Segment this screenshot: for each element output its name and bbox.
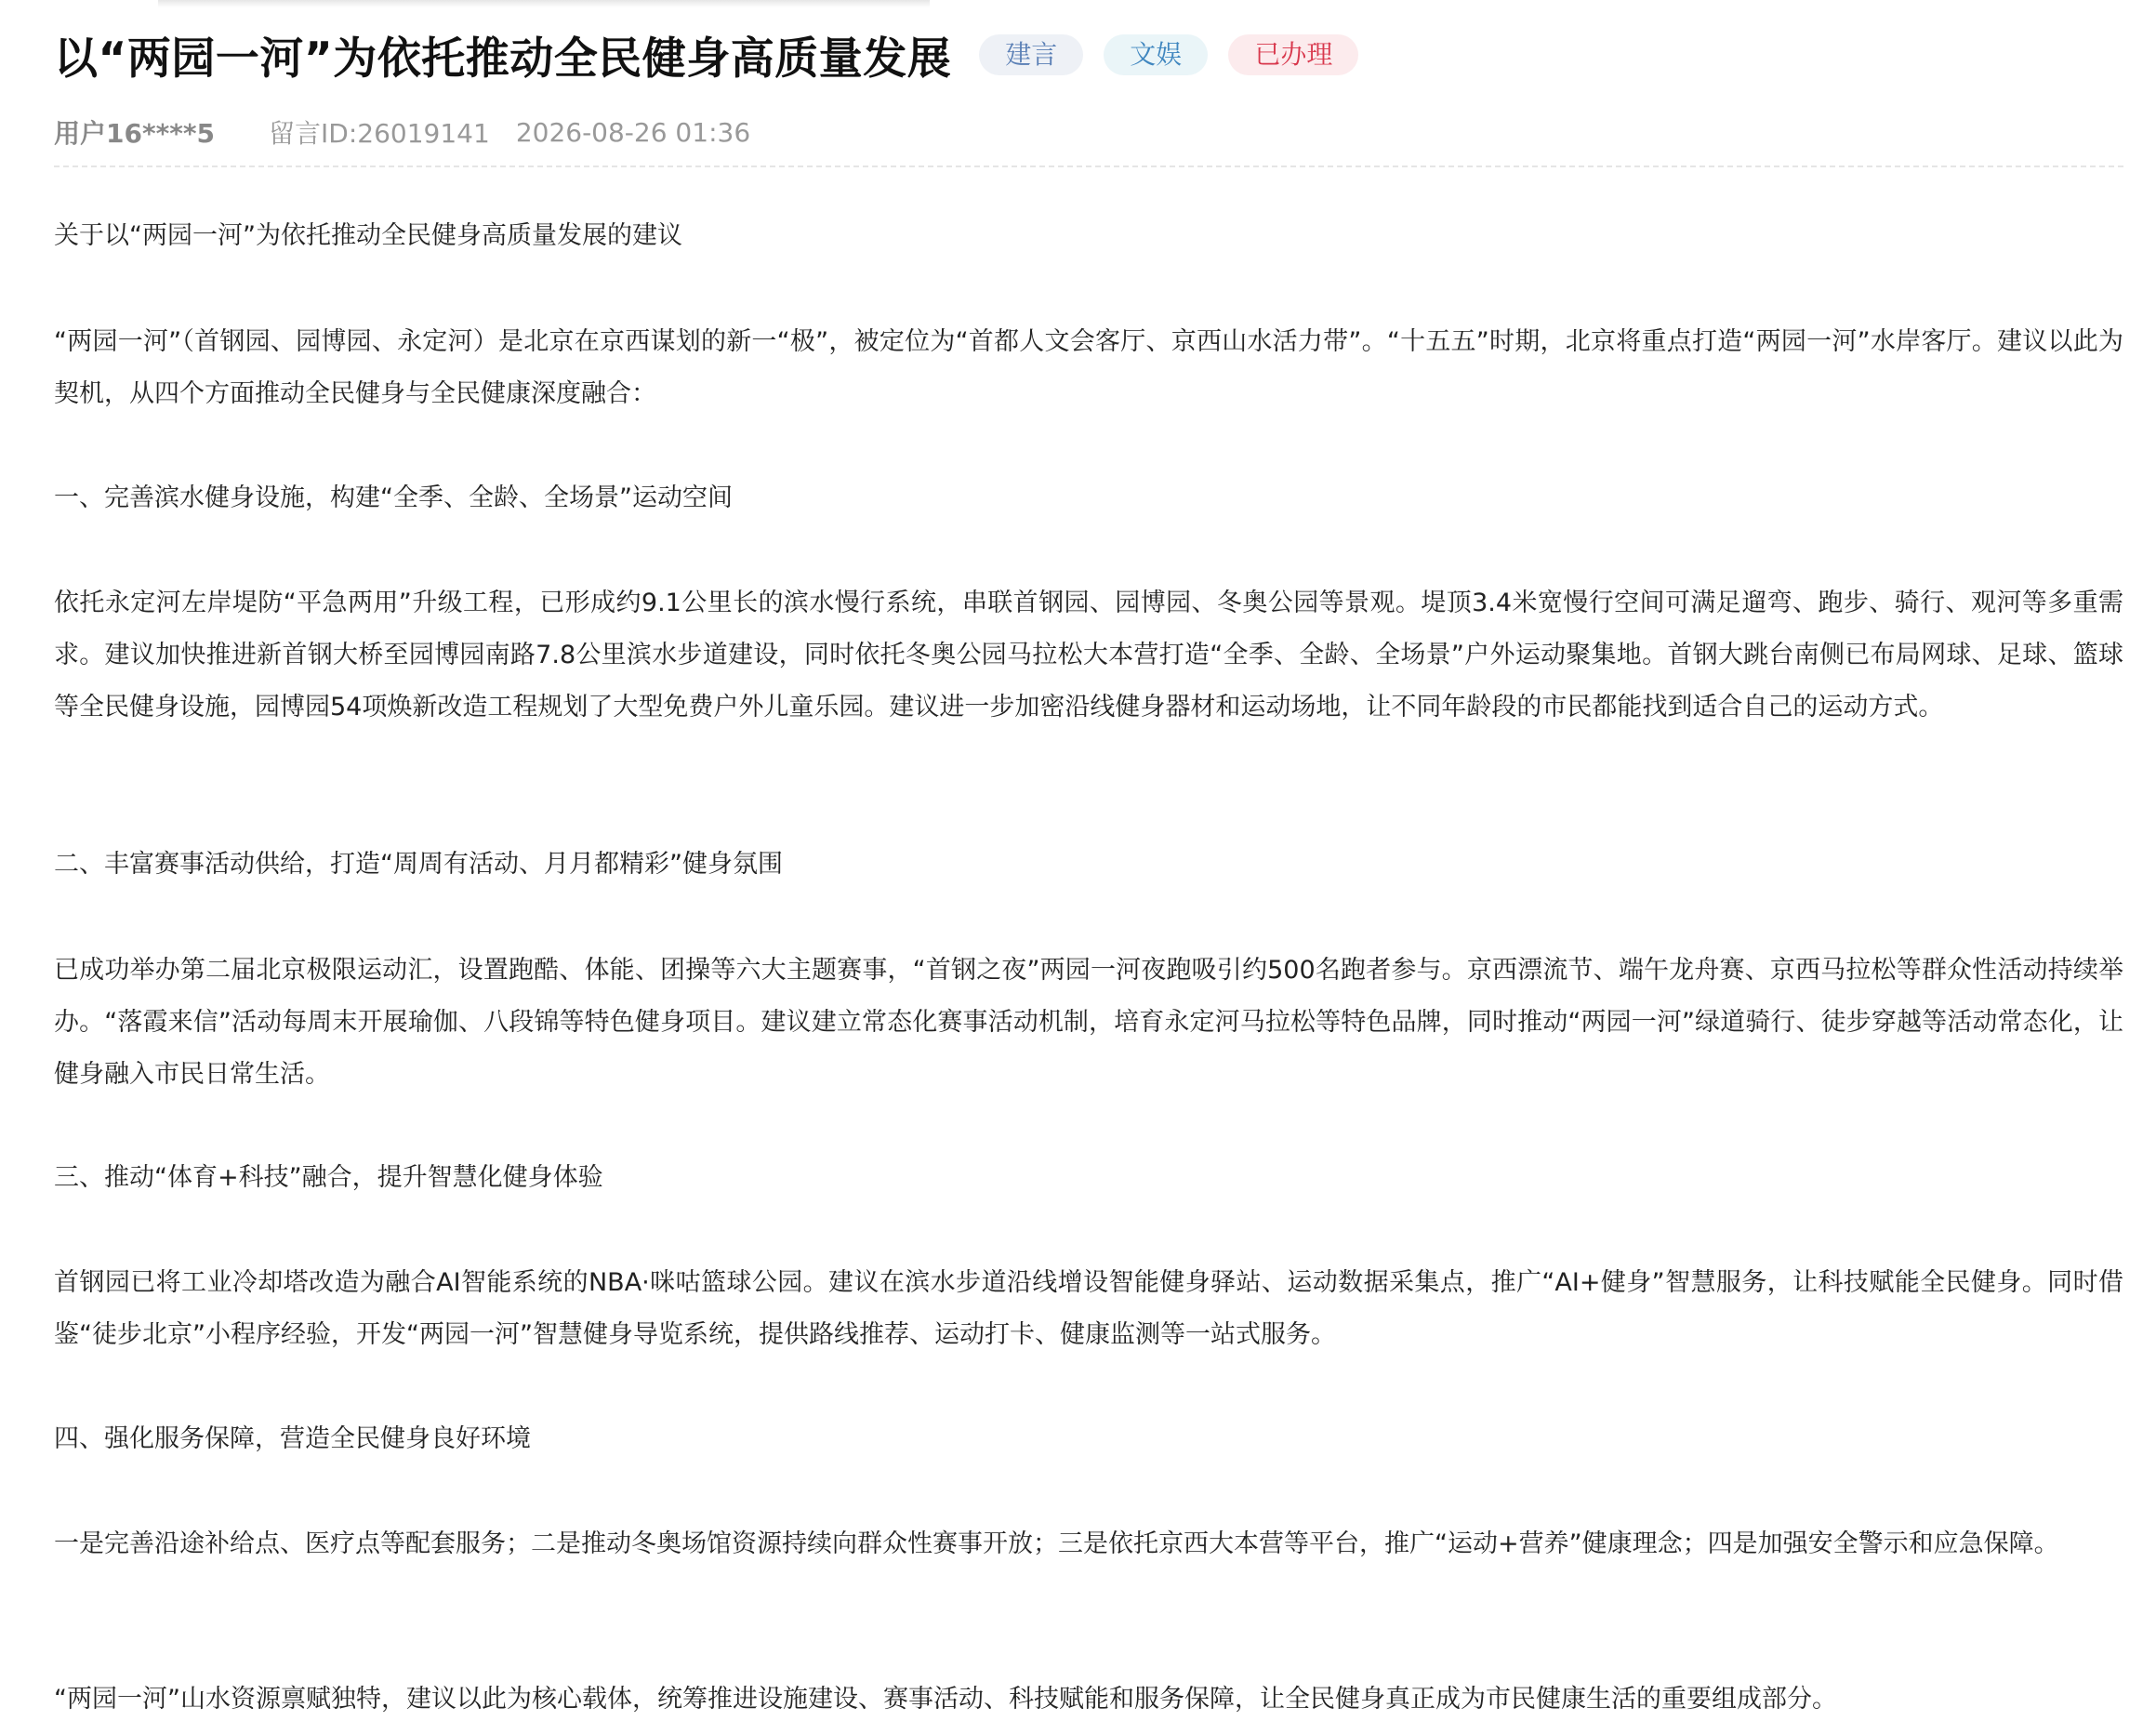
intro-paragraph: “两园一河”（首钢园、园博园、永定河）是北京在京西谋划的新一“极”，被定位为“首都人文会客厅、京西山水活力带”。“十五五”时期，北京将重点打造“两园一河”水岸客厅。建议以此为契机，从四个方面推动全民健身与全民健康深度融合： <box>54 327 2123 408</box>
post-time: 2026-08-26 01:36 <box>515 116 751 148</box>
section-paragraph-1: 依托永定河左岸堤防“平急两用”升级工程，已形成约9.1公里长的滨水慢行系统，串联首钢园、园博园、冬奥公园等景观。堤顶3.4米宽慢行空间可满足遛弯、跑步、骑行、观河等多重需求。建议加快推进新首钢大桥至园博园南路7.8公里滨水步道建设，同时依托冬奥公园马拉松大本营打造“全季、全龄、全场景”户外运动聚集地。首钢大跳台南侧已布局网球、足球、篮球等全民健身设施，园博园54项焕新改造工程规划了大型免费户外儿童乐园。建议进一步加密沿线健身器材和运动场地，让不同年龄段的市民都能找到适合自己的运动方式。 <box>54 589 2123 721</box>
section-paragraph-2: 已成功举办第二届北京极限运动汇，设置跑酷、体能、团操等六大主题赛事，“首钢之夜”两园一河夜跑吸引约500名跑者参与。京西漂流节、端午龙舟赛、京西马拉松等群众性活动持续举办。“落霞来信”活动每周末开展瑜伽、八段锦等特色健身项目。建议建立常态化赛事活动机制，培育永定河马拉松等特色品牌，同时推动“两园一河”绿道骑行、徒步穿越等活动常态化，让健身融入市民日常生活。 <box>54 956 2123 1089</box>
title-row <box>54 26 1358 84</box>
section-heading-1: 一、完善滨水健身设施，构建“全季、全龄、全场景”运动空间 <box>54 483 733 512</box>
type-tag: 建言 <box>979 34 1083 75</box>
status-badge: 已办理 <box>1228 34 1358 75</box>
meta-row <box>54 113 750 151</box>
section-heading-3: 三、推动“体育+科技”融合，提升智慧化健身体验 <box>54 1163 603 1192</box>
proposal-heading: 关于以“两园一河”为依托推动全民健身高质量发展的建议 <box>54 221 682 250</box>
conclusion-paragraph: “两园一河”山水资源禀赋独特，建议以此为核心载体，统筹推进设施建设、赛事活动、科技赋能和服务保障，让全民健身真正成为市民健康生活的重要组成部分。 <box>54 1685 1837 1714</box>
section-heading-2: 二、丰富赛事活动供给，打造“周周有活动、月月都精彩”健身氛围 <box>54 850 783 879</box>
page-title: 以“两园一河”为依托推动全民健身高质量发展 <box>54 33 952 85</box>
category-tag: 文娱 <box>1104 34 1208 75</box>
section-paragraph-3: 首钢园已将工业冷却塔改造为融合AI智能系统的NBA·咪咕篮球公园。建议在滨水步道沿线增设智能健身驿站、运动数据采集点，推广“AI+健身”智慧服务，让科技赋能全民健身。同时借鉴“徒步北京”小程序经验，开发“两园一河”智慧健身导览系统，提供路线推荐、运动打卡、健康监测等一站式服务。 <box>54 1268 2123 1349</box>
section-heading-4: 四、强化服务保障，营造全民健身良好环境 <box>54 1424 531 1453</box>
section-paragraph-4: 一是完善沿途补给点、医疗点等配套服务；二是推动冬奥场馆资源持续向群众性赛事开放；三是依托京西大本营等平台，推广“运动+营养”健康理念；四是加强安全警示和应急保障。 <box>54 1529 2059 1558</box>
divider <box>54 165 2123 167</box>
author-name: 用户16****5 <box>54 118 216 149</box>
top-scroll-shadow <box>158 0 930 7</box>
message-id: 留言ID:26019141 <box>269 118 490 149</box>
